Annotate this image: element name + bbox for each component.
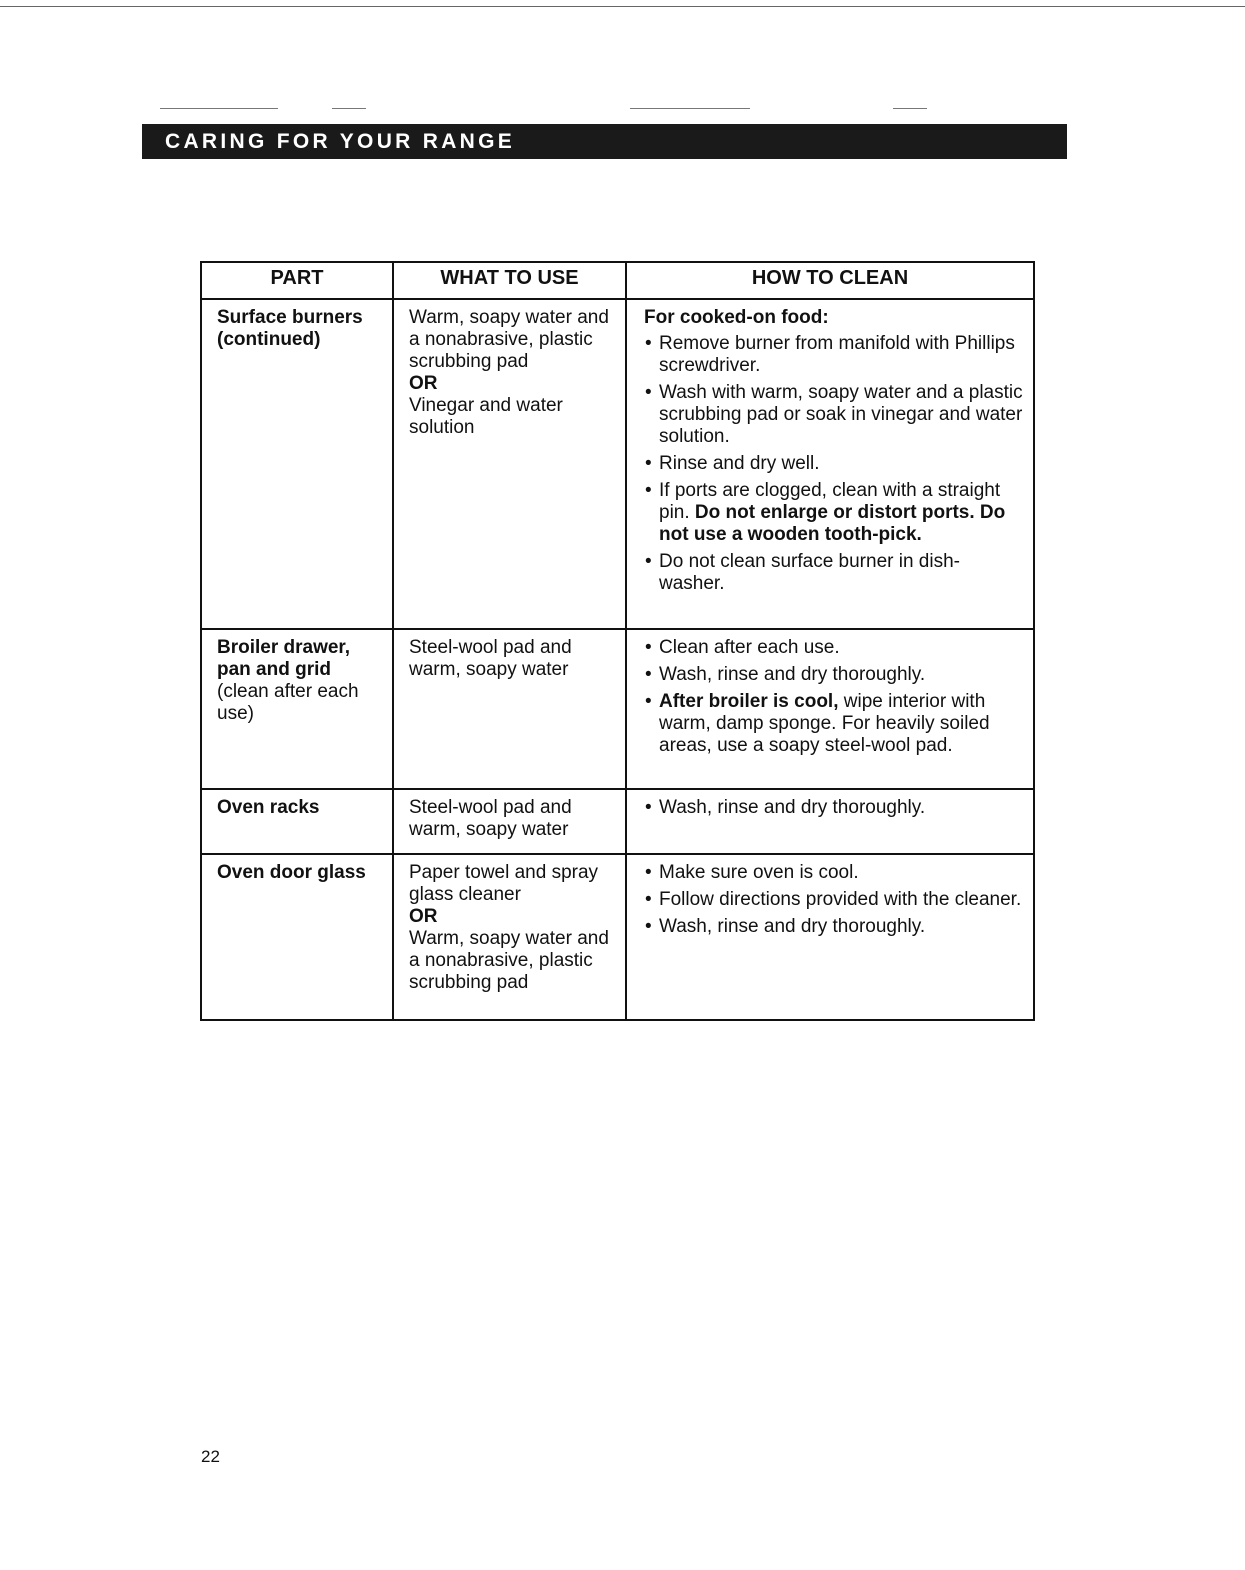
- divider: [630, 108, 750, 109]
- part-note: (clean after each use): [217, 681, 359, 724]
- how-item: • Remove burner from manifold with Phillips screwdriver.: [644, 333, 1025, 377]
- section-title: CARING FOR YOUR RANGE: [165, 130, 516, 153]
- use-cell: [393, 629, 626, 789]
- top-rule: [0, 6, 1245, 7]
- use-item: Warm, soapy water and a nonabrasive, plastic scrubbing pad: [409, 928, 609, 993]
- table-header-row: [201, 262, 1034, 299]
- use-or: OR: [409, 373, 438, 394]
- use-item: Steel-wool pad and warm, soapy water: [409, 797, 572, 840]
- how-item: • Wash, rinse and dry thoroughly.: [644, 916, 1025, 938]
- column-header-part: PART: [201, 262, 393, 299]
- column-header-what-to-use: WHAT TO USE: [393, 262, 626, 299]
- how-list: [644, 333, 1025, 595]
- table-row: [201, 854, 1034, 1020]
- how-item: • Wash with warm, soapy water and a plastic scrubbing pad or soak in vinegar and water solution.: [644, 382, 1025, 448]
- bold-lead: After broiler is cool,: [659, 691, 839, 712]
- how-cell: [626, 789, 1034, 854]
- how-heading: For cooked-on food:: [644, 307, 829, 328]
- how-list: [644, 797, 1025, 819]
- how-item: • Do not clean surface burner in dish-washer.: [644, 551, 1025, 595]
- how-item: • After broiler is cool, wipe interior with warm, damp sponge. For heavily soiled areas, use a soapy steel-wool pad.: [644, 691, 1025, 757]
- how-item: • Follow directions provided with the cleaner.: [644, 889, 1025, 911]
- part-cell: [201, 854, 393, 1020]
- use-cell: [393, 789, 626, 854]
- how-list: [644, 637, 1025, 757]
- use-cell: [393, 854, 626, 1020]
- part-cell: [201, 629, 393, 789]
- how-item: • Wash, rinse and dry thoroughly.: [644, 797, 1025, 819]
- table-row: [201, 629, 1034, 789]
- how-item: • Clean after each use.: [644, 637, 1025, 659]
- how-item: • If ports are clogged, clean with a straight pin. Do not enlarge or distort ports. Do not use a wooden tooth-pick.: [644, 480, 1025, 546]
- how-item: • Wash, rinse and dry thoroughly.: [644, 664, 1025, 686]
- how-cell: [626, 854, 1034, 1020]
- divider: [332, 108, 366, 109]
- warning-text: Do not enlarge or distort ports. Do not use a wooden tooth-pick.: [659, 502, 1006, 545]
- part-cell: [201, 299, 393, 629]
- cleaning-table: [200, 261, 1035, 1021]
- divider: [160, 108, 278, 109]
- how-item: • Rinse and dry well.: [644, 453, 1025, 475]
- table-row: [201, 299, 1034, 629]
- use-item: Steel-wool pad and warm, soapy water: [409, 637, 572, 680]
- how-cell: [626, 299, 1034, 629]
- part-name: Broiler drawer, pan and grid: [217, 637, 351, 680]
- part-name: Surface burners (continued): [217, 307, 363, 350]
- how-list: [644, 862, 1025, 938]
- use-item: Warm, soapy water and a nonabrasive, plastic scrubbing pad: [409, 307, 609, 372]
- part-name: Oven door glass: [217, 862, 366, 883]
- divider: [893, 108, 927, 109]
- section-banner: [142, 124, 1067, 159]
- part-cell: [201, 789, 393, 854]
- how-cell: [626, 629, 1034, 789]
- use-cell: [393, 299, 626, 629]
- how-item: • Make sure oven is cool.: [644, 862, 1025, 884]
- use-item: Paper towel and spray glass cleaner: [409, 862, 599, 905]
- column-header-how-to-clean: HOW TO CLEAN: [626, 262, 1034, 299]
- use-or: OR: [409, 906, 438, 927]
- use-item: Vinegar and water solution: [409, 395, 563, 438]
- page-number: 22: [201, 1447, 220, 1466]
- part-name: Oven racks: [217, 797, 320, 818]
- table-row: [201, 789, 1034, 854]
